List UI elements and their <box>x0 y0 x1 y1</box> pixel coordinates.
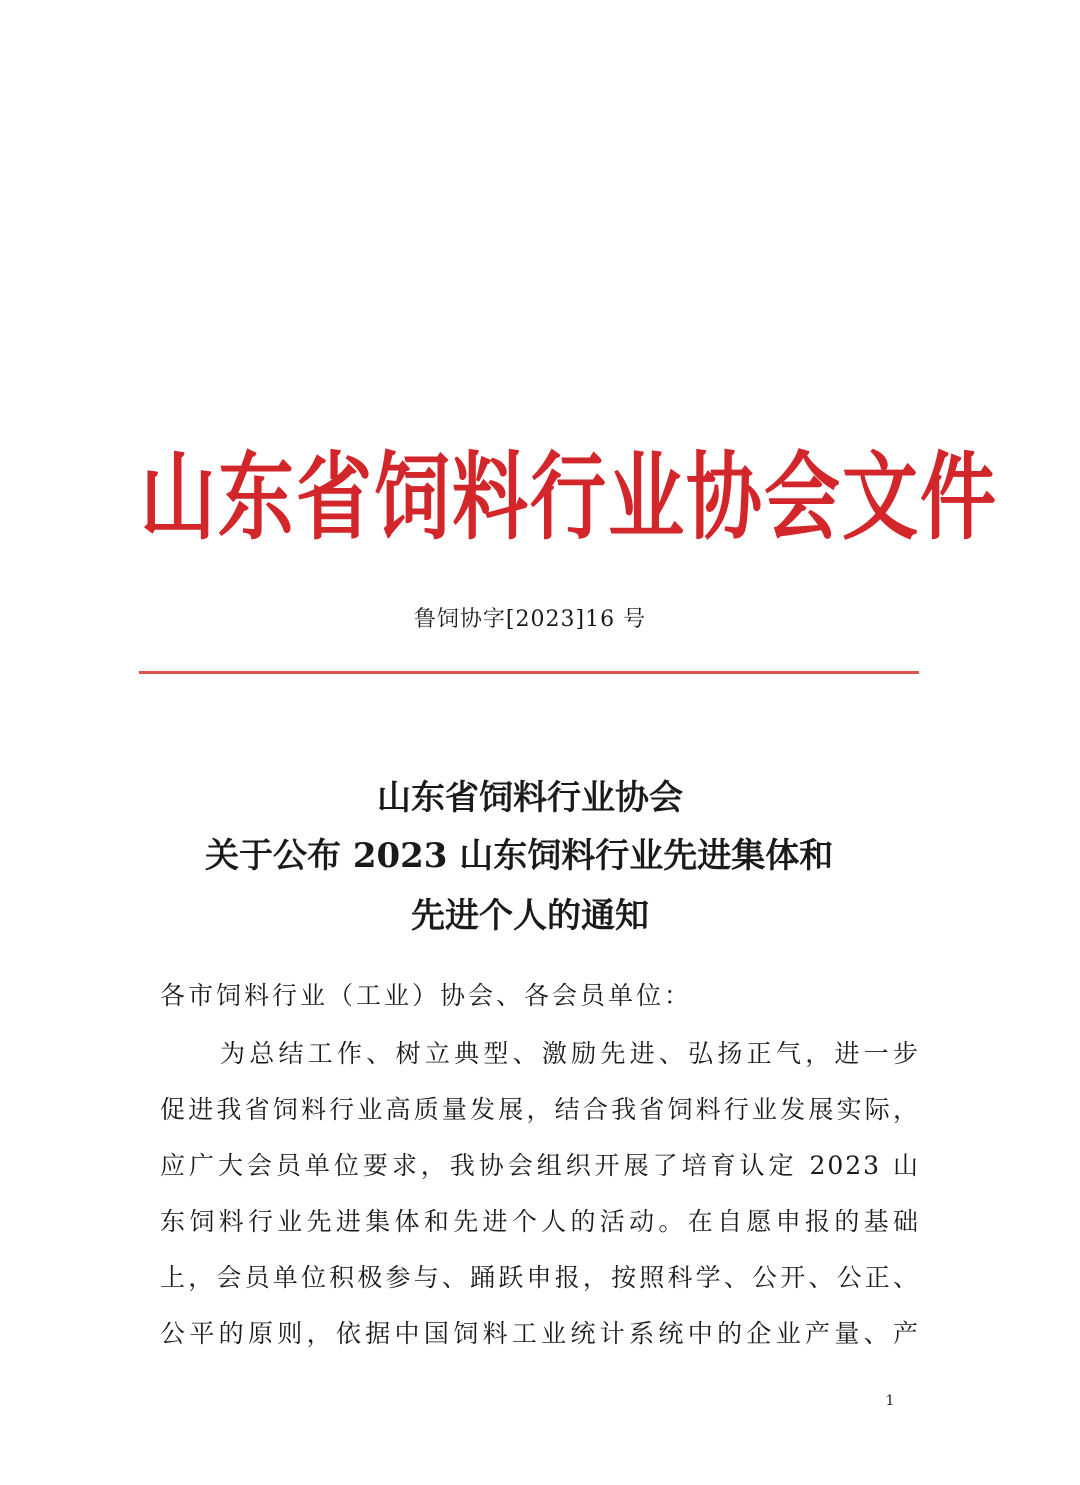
salutation: 各市饲料行业（工业）协会、各会员单位： <box>160 981 693 1010</box>
red-divider-line <box>139 671 919 674</box>
document-number: 鲁饲协字[2023]16 号 <box>413 607 647 632</box>
body-paragraph-line: 应广大会员单位要求，我协会组织开展了培育认定 2023 山 <box>160 1151 920 1180</box>
notice-title-line-2: 关于公布 2023 山东饲料行业先进集体和 <box>205 836 834 876</box>
notice-title-line-3: 先进个人的通知 <box>411 896 649 936</box>
body-paragraph-line: 上，会员单位积极参与、踊跃申报，按照科学、公开、公正、 <box>160 1263 920 1292</box>
body-paragraph-line: 促进我省饲料行业高质量发展，结合我省饲料行业发展实际， <box>160 1095 920 1124</box>
notice-title-line-1: 山东省饲料行业协会 <box>377 778 683 818</box>
body-paragraph-line: 公平的原则，依据中国饲料工业统计系统中的企业产量、产 <box>160 1319 920 1348</box>
body-paragraph-line: 为总结工作、树立典型、激励先进、弘扬正气，进一步 <box>220 1039 920 1068</box>
body-paragraph-line: 东饲料行业先进集体和先进个人的活动。在自愿申报的基础 <box>160 1207 920 1236</box>
document-header-title: 山东省饲料行业协会文件 <box>140 441 998 553</box>
page-number: 1 <box>885 1393 895 1409</box>
